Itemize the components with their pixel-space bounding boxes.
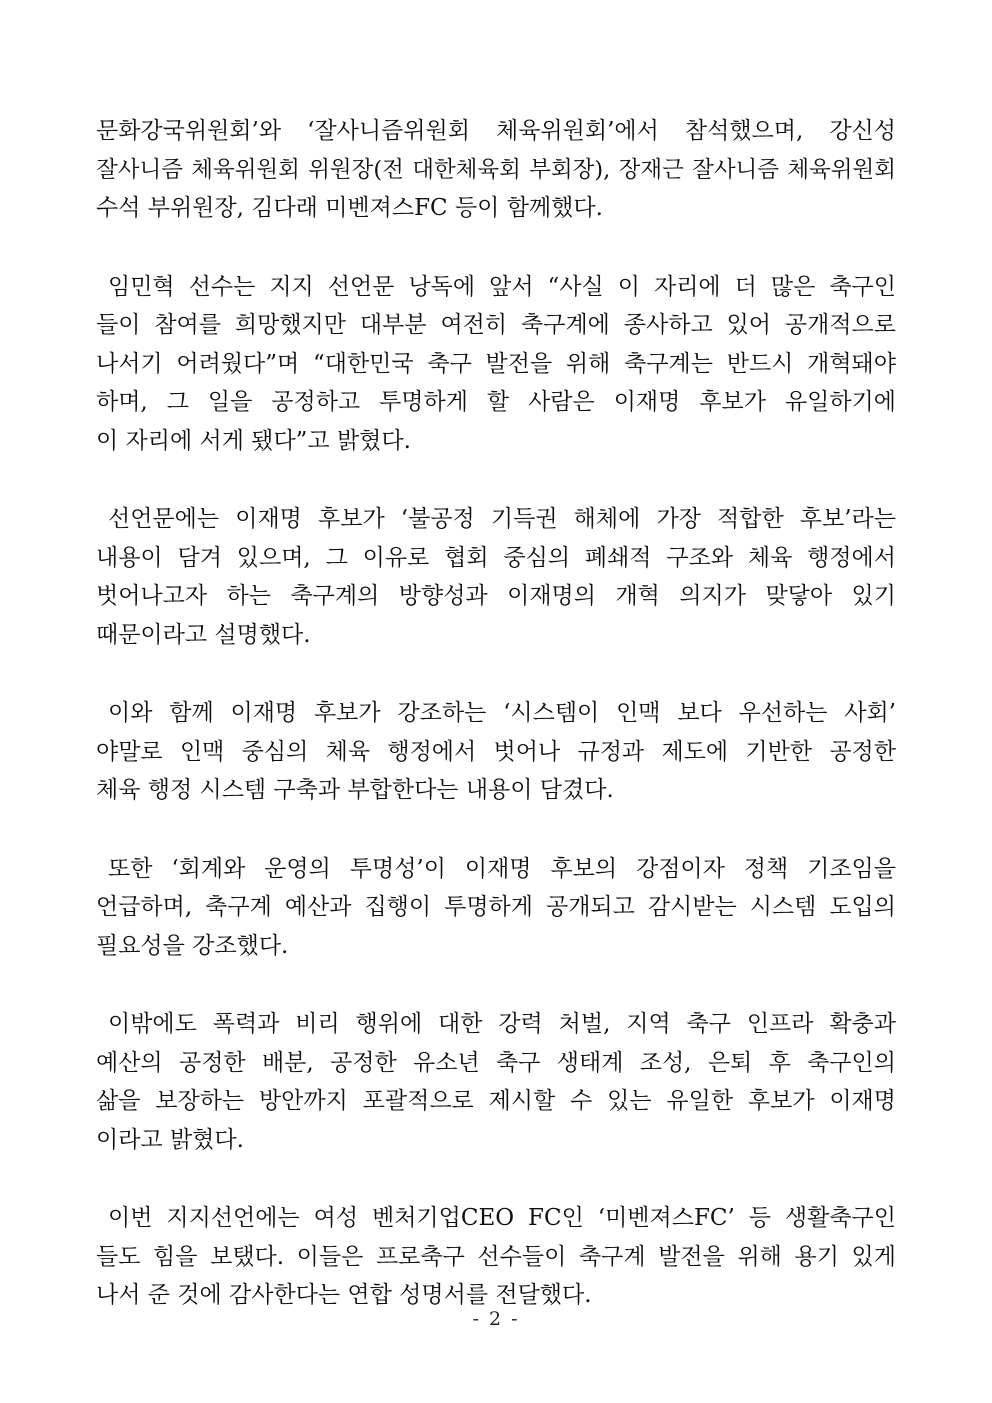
text-line: 수석 부위원장, 김다래 미벤져스FC 등이 함께했다. xyxy=(96,195,603,221)
text-line: 야말로 인맥 중심의 체육 행정에서 벗어나 규정과 제도에 기반한 공정한 xyxy=(96,738,896,765)
text-line: 들도 힘을 보탰다. 이들은 프로축구 선수들이 축구계 발전을 위해 용기 있게 xyxy=(96,1243,896,1270)
text-line: 들이 참여를 희망했지만 대부분 여전히 축구계에 종사하고 있어 공개적으로 xyxy=(96,312,896,338)
text-line: 이와 함께 이재명 후보가 강조하는 ‘시스템이 인맥 보다 우선하는 사회’ xyxy=(108,700,896,726)
text-line: 하며, 그 일을 공정하고 투명하게 할 사람은 이재명 후보가 유일하기에 xyxy=(96,389,896,415)
page-number: - 2 - xyxy=(472,1308,520,1330)
text-line: 임민혁 선수는 지지 선언문 낭독에 앞서 “사실 이 자리에 더 많은 축구인 xyxy=(108,273,896,300)
text-line: 나서기 어려웠다”며 “대한민국 축구 발전을 위해 축구계는 반드시 개혁돼야 xyxy=(96,350,896,377)
paragraph-attendees xyxy=(96,112,896,228)
paragraph-amateur-support xyxy=(96,1199,896,1315)
text-line: 이밖에도 폭력과 비리 행위에 대한 강력 처벌, 지역 축구 인프라 확충과 xyxy=(108,1011,896,1037)
text-line: 벗어나고자 하는 축구계의 방향성과 이재명의 개혁 의지가 맞닿아 있기 xyxy=(96,583,896,609)
paragraph-declaration-content xyxy=(96,500,896,654)
text-line: 문화강국위원회’와 ‘잘사니즘위원회 체육위원회’에서 참석했으며, 강신성 xyxy=(96,118,896,144)
text-line: 내용이 담겨 있으며, 그 이유로 협회 중심의 폐쇄적 구조와 체육 행정에서 xyxy=(96,544,896,571)
text-line: 필요성을 강조했다. xyxy=(96,932,289,959)
text-line: 언급하며, 축구계 예산과 집행이 투명하게 공개되고 감시받는 시스템 도입의 xyxy=(96,894,896,920)
text-line: 체육 행정 시스템 구축과 부합한다는 내용이 담겼다. xyxy=(96,777,614,803)
paragraph-policy-list xyxy=(96,1005,896,1159)
text-line: 또한 ‘회계와 운영의 투명성’이 이재명 후보의 강점이자 정책 기조임을 xyxy=(108,855,896,882)
paragraph-system-over-connections xyxy=(96,694,896,810)
text-line: 잘사니즘 체육위원회 위원장(전 대한체육회 부회장), 장재근 잘사니즘 체육위원회 xyxy=(96,156,896,183)
text-line: 이번 지지선언에는 여성 벤처기업CEO FC인 ‘미벤져스FC’ 등 생활축구인 xyxy=(108,1205,896,1231)
text-line: 때문이라고 설명했다. xyxy=(96,621,311,648)
text-line: 이 자리에 서게 됐다”고 밝혔다. xyxy=(96,427,411,454)
paragraph-statement-quote xyxy=(96,268,896,461)
document-body xyxy=(96,112,896,1355)
text-line: 삶을 보장하는 방안까지 포괄적으로 제시할 수 있는 유일한 후보가 이재명 xyxy=(96,1088,896,1114)
text-line: 이라고 밝혔다. xyxy=(96,1126,244,1153)
text-line: 예산의 공정한 배분, 공정한 유소년 축구 생태계 조성, 은퇴 후 축구인의 xyxy=(96,1049,896,1076)
text-line: 선언문에는 이재명 후보가 ‘불공정 기득권 해체에 가장 적합한 후보’라는 xyxy=(108,506,896,532)
paragraph-transparency xyxy=(96,850,896,966)
text-line: 나서 준 것에 감사한다는 연합 성명서를 전달했다. xyxy=(96,1282,592,1308)
